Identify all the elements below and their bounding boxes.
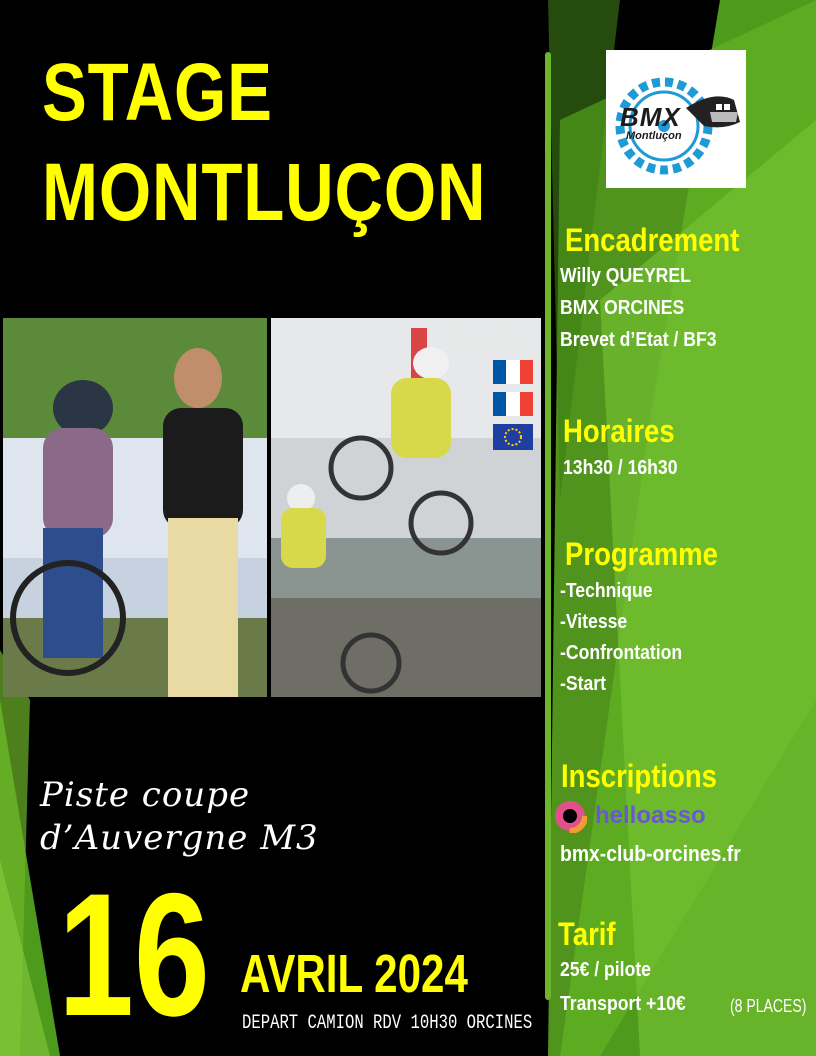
- encadrement-line-1: Willy QUEYREL: [560, 265, 691, 287]
- bmx-montlucon-logo: [606, 50, 746, 188]
- vertical-separator: [545, 52, 551, 1000]
- piste-line-2: d’Auvergne M3: [40, 818, 319, 858]
- tarif-heading: Tarif: [558, 916, 616, 952]
- programme-item: -Vitesse: [560, 611, 628, 633]
- date-day: 16: [58, 858, 210, 1053]
- horaires-value: 13h30 / 16h30: [563, 457, 678, 479]
- inscriptions-heading: Inscriptions: [561, 758, 717, 794]
- programme-item: -Technique: [560, 580, 653, 602]
- helloasso-logo[interactable]: [553, 798, 723, 834]
- logo-bmx-text: BMX: [620, 102, 681, 132]
- encadrement-line-3: Brevet d’Etat / BF3: [560, 329, 717, 351]
- title-line-1: STAGE: [42, 47, 273, 138]
- date-month-year: AVRIL 2024: [240, 944, 468, 1004]
- piste-line-1: Piste coupe: [40, 775, 251, 815]
- departure-info: DEPART CAMION RDV 10H30 ORCINES: [242, 1012, 533, 1035]
- photo-bmx-jump: [271, 318, 541, 697]
- horaires-heading: Horaires: [563, 413, 675, 449]
- helloasso-icon: [553, 799, 587, 833]
- helloasso-label: helloasso: [595, 802, 706, 829]
- encadrement-heading: Encadrement: [565, 222, 740, 258]
- programme-item: -Start: [560, 673, 606, 695]
- logo-city-text: Montluçon: [626, 130, 682, 142]
- tarif-transport: Transport +10€: [560, 993, 686, 1015]
- tarif-places: (8 PLACES): [730, 996, 807, 1016]
- year-badge: 2023: [449, 322, 524, 355]
- photo-coach-rider: [3, 318, 267, 697]
- encadrement-line-2: BMX ORCINES: [560, 297, 685, 319]
- programme-heading: Programme: [565, 536, 718, 572]
- title-line-2: MONTLUÇON: [42, 147, 487, 238]
- tarif-price: 25€ / pilote: [560, 959, 651, 981]
- website-link[interactable]: bmx-club-orcines.fr: [560, 841, 741, 866]
- programme-item: -Confrontation: [560, 642, 683, 664]
